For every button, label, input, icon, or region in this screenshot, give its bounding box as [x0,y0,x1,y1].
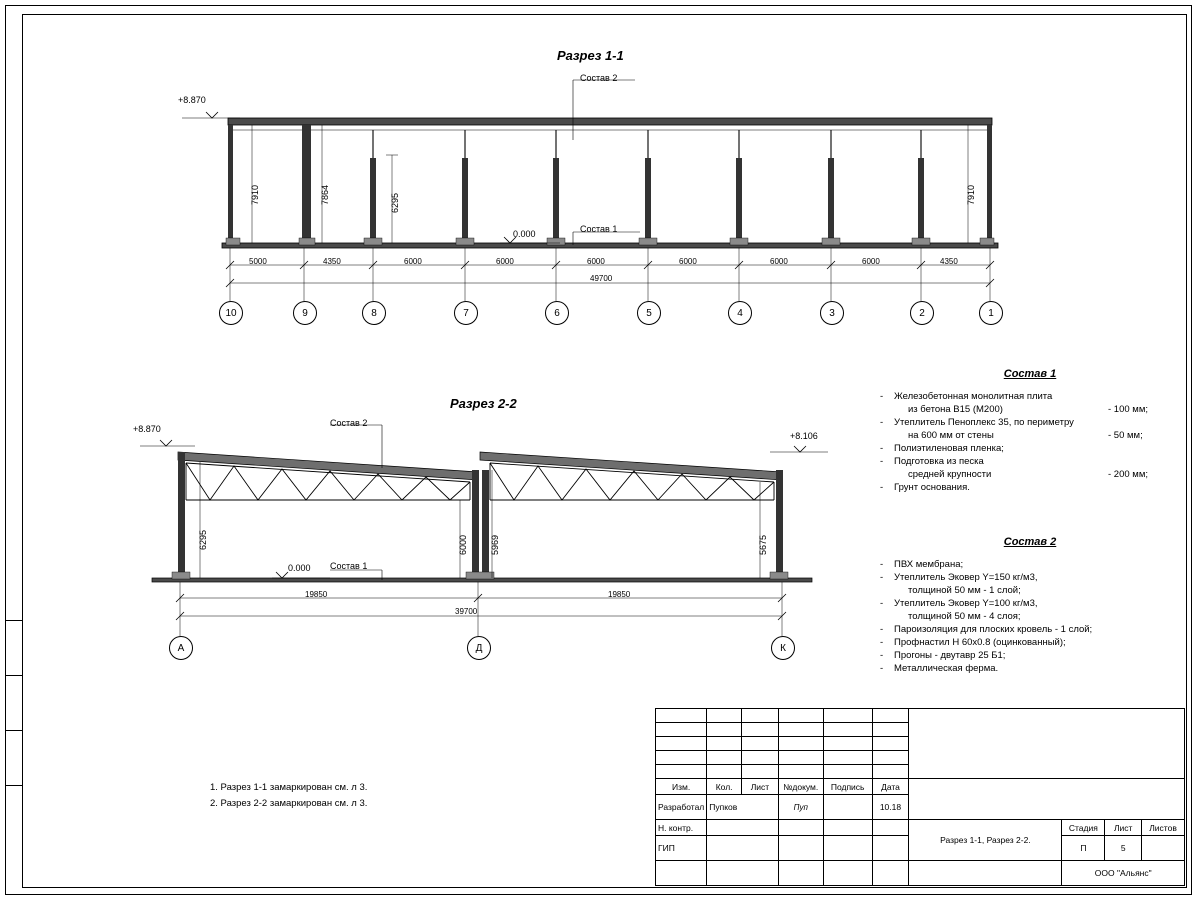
drawing-title-spacer [909,861,1062,886]
section1-total-dimension: 49700 [590,274,613,283]
section1-span-5: 6000 [679,257,697,266]
sign-extra [778,861,823,886]
axis-marker-6: 6 [545,301,569,325]
section1-span-7: 6000 [862,257,880,266]
spec2-dash-2 [880,584,894,597]
section2-span-1: 19850 [608,590,631,599]
sign-space-normcontrol [823,820,872,836]
spec1-value-6: - 200 мм; [1108,469,1148,480]
section1-span-1: 4350 [323,257,341,266]
section2-top-level-right: +8.106 [790,431,818,441]
col-header-ndocum: №докум. [778,779,823,795]
axis-marker-3: 3 [820,301,844,325]
col-header-list: Лист [742,779,779,795]
spec2-text-8: Металлическая ферма. [894,663,999,674]
spec2-text-3: Утеплитель Эковер Y=100 кг/м3, [894,598,1038,609]
spec1-text-0: Железобетонная монолитная плита [894,391,1053,402]
sign-gip [778,836,823,861]
section2-height-0: 6295 [198,529,208,550]
spec1-dash-5: - [880,456,884,467]
spec2-text-1: Утеплитель Эковер Y=150 кг/м3, [894,572,1038,583]
name-gip [707,836,779,861]
section1-top-level: +8.870 [178,95,206,105]
role-gip: ГИП [656,836,707,861]
spec1-title: Состав 1 [1003,368,1057,380]
spec1-text-4: Полиэтиленовая пленка; [894,443,1004,454]
sheet-header: Лист [1105,820,1142,836]
section1-callout-bottom: Состав 1 [580,224,618,234]
spec2-text-7: Прогоны - двутавр 25 Б1; [894,650,1006,661]
section2-height-1: 6000 [458,534,468,555]
section1-height-2: 6295 [390,192,400,213]
role-normcontrol: Н. контр. [656,820,707,836]
axis-marker-1: 1 [979,301,1003,325]
spec2-text-2: толщиной 50 мм - 1 слой; [908,585,1021,596]
date-developer: 10.18 [872,795,909,820]
spec2-dash-4 [880,610,894,623]
axis-marker-4: 4 [728,301,752,325]
section1-height-0: 7910 [250,184,260,205]
sign-developer: Пуп [778,795,823,820]
spec2-dash-7: - [880,650,884,661]
revision-cell [656,709,707,723]
spec1-dash-0: - [880,391,884,402]
sign-space-developer [823,795,872,820]
axis-marker-2: 2 [910,301,934,325]
section1-span-0: 5000 [249,257,267,266]
general-notes [210,780,367,812]
axis-marker-5: 5 [637,301,661,325]
spec1-value-3: - 50 мм; [1108,430,1143,441]
section2-span-0: 19850 [305,590,328,599]
spec1-text-3: на 600 мм от стены [908,430,994,441]
name-extra [707,861,779,886]
drawing-title: Разрез 1-1, Разрез 2-2. [909,820,1062,861]
spec2-dash-5: - [880,624,884,635]
spec2-dash-0: - [880,559,884,570]
col-header-izm: Изм. [656,779,707,795]
spec2-dash-6: - [880,637,884,648]
axis-marker-d: Д [467,636,491,660]
spec1-dash-2: - [880,417,884,428]
section1-zero-level: 0.000 [513,229,536,239]
spec1-text-7: Грунт основания. [894,482,970,493]
spec2-title: Состав 2 [1003,536,1057,548]
spec1-dash-1 [880,403,894,416]
date-normcontrol [872,820,909,836]
section1-height-3: 7910 [966,184,976,205]
spec-block-1 [880,368,1180,494]
section2-height-2: 5969 [490,534,500,555]
title-block-upper-blank [909,709,1185,779]
spec1-dash-4: - [880,443,884,454]
spec1-value-4 [1108,442,1180,455]
date-extra [872,861,909,886]
spec1-dash-3 [880,429,894,442]
axis-marker-k: К [771,636,795,660]
section2-callout-bottom: Состав 1 [330,561,368,571]
section2-zero-level: 0.000 [288,563,311,573]
section1-span-4: 6000 [587,257,605,266]
date-gip [872,836,909,861]
axis-marker-10: 10 [219,301,243,325]
stage-value: П [1062,836,1105,861]
spec1-dash-7: - [880,482,884,493]
spec-block-2 [880,536,1180,675]
section2-title: Разрез 2-2 [450,396,517,411]
section1-callout-top: Состав 2 [580,73,618,83]
section1-span-2: 6000 [404,257,422,266]
spec2-text-4: толщиной 50 мм - 4 слоя; [908,611,1021,622]
spec2-text-0: ПВХ мембрана; [894,559,964,570]
name-developer: Пупков [707,795,779,820]
sign-space-extra [823,861,872,886]
spec2-text-5: Пароизоляция для плоских кровель - 1 слой; [894,624,1093,635]
section1-title: Разрез 1-1 [557,48,624,63]
section2-height-3: 5675 [758,534,768,555]
axis-marker-8: 8 [362,301,386,325]
spec1-value-2 [1108,416,1180,429]
spec1-value-5 [1108,455,1180,468]
section2-total-dimension: 39700 [455,607,478,616]
sign-normcontrol [778,820,823,836]
spec2-dash-1: - [880,572,884,583]
section2-top-level-left: +8.870 [133,424,161,434]
spec1-text-6: средней крупности [908,469,992,480]
spec1-value-1: - 100 мм; [1108,404,1148,415]
col-header-podpis: Подпись [823,779,872,795]
spec2-dash-3: - [880,598,884,609]
spec1-dash-6 [880,468,894,481]
note-2: 2. Разрез 2-2 замаркирован см. л 3. [210,798,368,809]
section1-span-3: 6000 [496,257,514,266]
section1-span-8: 4350 [940,257,958,266]
company-name: ООО "Альянс" [1062,861,1185,886]
spec2-dash-8: - [880,663,884,674]
stage-header: Стадия [1062,820,1105,836]
role-developer: Разработал [656,795,707,820]
spec1-text-1: из бетона В15 (М200) [908,404,1003,415]
sheet-no-value: 5 [1105,836,1142,861]
col-header-kol: Кол. [707,779,742,795]
title-block-mid-blank [909,779,1185,820]
col-header-data: Дата [872,779,909,795]
axis-marker-7: 7 [454,301,478,325]
axis-marker-9: 9 [293,301,317,325]
section1-height-1: 7864 [320,184,330,205]
spec1-value-7 [1108,481,1180,494]
spec1-text-2: Утеплитель Пеноплекс 35, по периметру [894,417,1074,428]
role-extra [656,861,707,886]
name-normcontrol [707,820,779,836]
title-block [655,708,1185,886]
sheets-header: Листов [1142,820,1185,836]
sheets-total-value [1142,836,1185,861]
spec2-text-6: Профнастил Н 60х0.8 (оцинкованный); [894,637,1066,648]
spec1-value-0 [1108,390,1180,403]
spec1-text-5: Подготовка из песка [894,456,984,467]
axis-marker-a: А [169,636,193,660]
note-1: 1. Разрез 1-1 замаркирован см. л 3. [210,782,368,793]
section2-callout-top: Состав 2 [330,418,368,428]
section1-span-6: 6000 [770,257,788,266]
sign-space-gip [823,836,872,861]
